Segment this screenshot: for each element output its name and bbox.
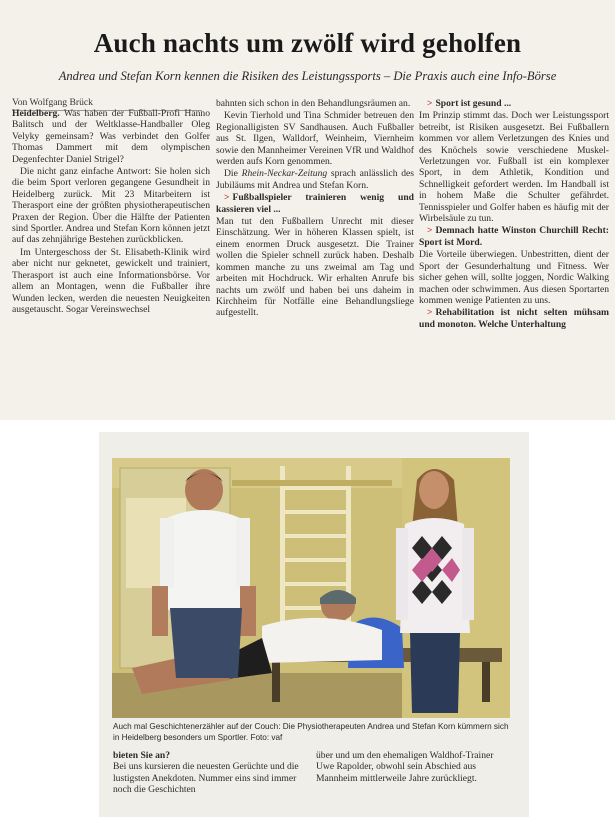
arrow-icon: > [224, 192, 230, 204]
headline: Auch nachts um zwölf wird geholfen [93, 28, 522, 58]
interview-answer: Man tut den Fußballern Unrecht mit dieser Einschätzung. Wer in höheren Klassen spielt, ist einem enormen Druck ausgesetzt. Die Trainer wollen die Spieler schnell zurück haben. Deshalb kommen manche zu uns zweimal am Tag und arbeiten mit Hochdruck. Wir erhalten Anrufe bis nachts um zwölf und haben bei uns daheim in Kirchheim für Notfälle eine Behandlungsliege aufgestellt. [216, 216, 414, 319]
arrow-icon: > [427, 307, 433, 319]
article-column-3 [419, 98, 609, 331]
interview-answer: Im Prinzip stimmt das. Doch wer Leistungssport betreibt, ist Risiken ausgesetzt. Bei Fußballern kommen vor allem Verletzungen des Knies und des Knöchels sowie verschiedene Muskel-Verletzungen vor. Fußball ist ein komplexer Sport, in dem Athletik, Kondition und Schnelligkeit gefordert werden. Im Handball ist in hohem Maße die Schulter gefährdet. Tennisspieler und Golfer haben es häufig mit der Wirbelsäule zu tun. [419, 110, 609, 225]
interview-question: > Fußballspieler trainieren wenig und kassieren viel ... [216, 192, 414, 215]
dateline: Heidelberg. [12, 108, 60, 119]
intro-paragraph [12, 108, 210, 165]
continued-column-right [316, 750, 511, 784]
intro-text: Was haben der Fußball-Profi Hanno Balitsch und der Weltklasse-Handballer Oleg Velyky gemeinsam? Was verbindet den Golfer Thomas Dammert mit dem olympischen Degenfechter Daniel Strigel? [12, 108, 210, 165]
photo-illustration [112, 458, 510, 718]
interview-question: > Sport ist gesund ... [427, 98, 512, 109]
arrow-icon: > [427, 98, 433, 109]
paragraph: Die Rhein-Neckar-Zeitung sprach anlässlich des Jubiläums mit Andrea und Stefan Korn. [216, 168, 414, 191]
interview-question: bieten Sie an? [113, 750, 171, 761]
paragraph: Die nicht ganz einfache Antwort: Sie holen sich die beim Sport verloren gegangene Gesundheit in Heidelberg zurück. Mit 23 Mitarbeitern ist Therasport eine der größten physiotherapeutischen Praxen der Region. Über die Hälfte der Patienten sind Sportler. Andrea und Stefan Korn können jetzt auf das zehnjährige Bestehen zurückblicken. [12, 166, 210, 246]
article-photo [112, 458, 510, 718]
subheadline: Andrea und Stefan Korn kennen die Risiken des Leistungssports – Die Praxis auch eine Info-Börse [58, 69, 557, 83]
paragraph: Im Untergeschoss der St. Elisabeth-Klinik wird aber nicht nur geknetet, gewickelt und trainiert, Therasport ist auch eine Informationsbörse. Vor allem an Montagen, wenn die Fußballer ihre Wunden lecken, werden die neuesten Neuigkeiten ausgetauscht. Sogar Vereinswechsel [12, 246, 210, 315]
interview-question: > Demnach hatte Winston Churchill Recht: Sport ist Mord. [419, 225, 609, 248]
paragraph: Kevin Tierhold und Tina Schmider betreuen den Regionalligisten SV Sandhausen. Auch Fußballer aus St. Ilgen, Walldorf, Weinheim, Viernheim sowie den Mannheimer Vereinen VfR und Waldhof werden aufs Korn genommen. [216, 110, 414, 168]
interview-answer: über und um den ehemaligen Waldhof-Trainer Uwe Rapolder, obwohl sein Abschied aus Mannheim mittlerweile Jahre zurückliegt. [316, 750, 494, 784]
interview-answer: Bei uns kursieren die neuesten Gerüchte und die lustigsten Anekdoten. Nummer eins sind immer noch die Geschichten [113, 761, 299, 796]
continued-column-left [113, 750, 308, 796]
photo-caption: Auch mal Geschichtenerzähler auf der Couch: Die Physiotherapeuten Andrea und Stefan Korn kümmern sich in Heidelberg besonders um Sportler. Foto: vaf [113, 722, 509, 742]
paragraph: bahnten sich schon in den Behandlungsräumen an. [216, 98, 411, 109]
arrow-icon: > [427, 225, 433, 237]
article-column-2 [216, 98, 414, 320]
interview-question: > Rehabilitation ist nicht selten mühsam und monoton. Welche Unterhaltung [419, 307, 609, 330]
interview-answer: Die Vorteile überwiegen. Unbestritten, dient der Sport der Gesunderhaltung und Fitness. Wer sicher gehen will, sollte joggen, Nordic Walking machen oder schwimmen. Aus diesen Sportarten kommen wenige Patienten zu uns. [419, 249, 609, 306]
newspaper-name: Rhein-Neckar-Zeitung [241, 168, 328, 180]
article-column-1 [12, 108, 210, 316]
byline: Von Wolfgang Brück [12, 97, 202, 111]
